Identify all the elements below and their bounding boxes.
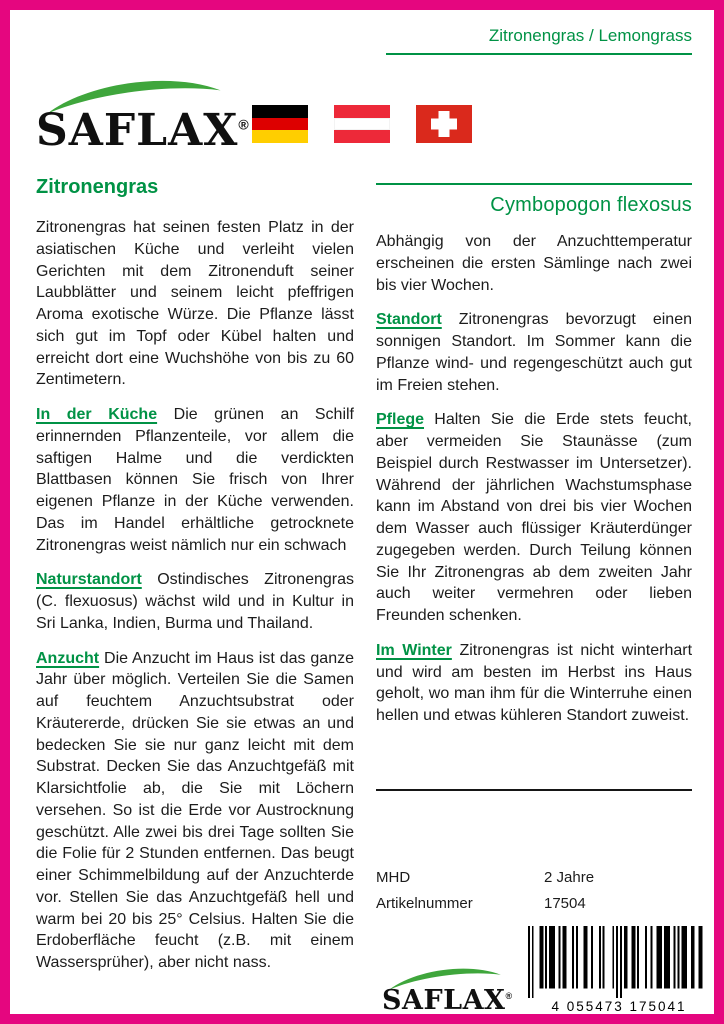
mhd-label: MHD bbox=[376, 868, 411, 886]
packet-content bbox=[10, 10, 714, 1014]
germany-flag-black-stripe bbox=[252, 105, 308, 118]
left-column-title: Zitronengras bbox=[36, 176, 159, 198]
section-text: Halten Sie die Erde stets feucht, aber vermeiden Sie Staunässe (zum Beispiel durch Restwasser im Untersetzer). Während der jährlichen Wachstumsphase kann im Abstand von drei bis vier Wochen dem Wasser auch flüssiger Kräuterdünger zugegeben werden. Durch Teilung können Sie Ihr Zitronengras ab dem zweiten Jahr auch weiter vermehren oder lieben Freunden schenken. bbox=[376, 411, 692, 624]
germany-flag-red-stripe bbox=[252, 118, 308, 131]
saflax-logo-small bbox=[382, 966, 513, 1016]
germination-paragraph: Abhängig von der Anzuchttemperatur erscheinen die ersten Sämlinge nach zwei bis vier Wochen. bbox=[376, 233, 692, 294]
product-title-bilingual: Zitronengras / Lemongrass bbox=[488, 26, 692, 45]
country-flags bbox=[252, 105, 472, 143]
austria-flag-white-stripe bbox=[334, 118, 390, 131]
section-text: Zitronengras ist nicht winterhart und wird am besten im Herbst ins Haus geholt, wo man ihm für die Winterruhe einen hellen und etwas kühleren Standort zuweist. bbox=[376, 641, 693, 724]
saflax-wordmark bbox=[382, 984, 513, 1016]
intro-paragraph: Zitronengras hat seinen festen Platz in der asiatischen Küche und verleiht vielen Gerichten mit dem Zitronenduft seiner Laubblätter und seinem leicht pfeffrigen Aroma exotische Würze. Die Pflanze lässt sich gut im Topf oder Kübel halten und erreicht dort eine Wuchshöhe von bis zu 60 Zentimetern. bbox=[36, 219, 354, 389]
latin-name-title: Cymbopogon flexosus bbox=[490, 194, 692, 216]
section-heading: Anzucht bbox=[36, 649, 100, 667]
ean-barcode bbox=[528, 926, 710, 1014]
registered-mark: ® bbox=[505, 990, 513, 1001]
germany-flag-icon bbox=[252, 105, 308, 143]
section-heading: Pflege bbox=[376, 411, 425, 429]
section-heading: Naturstandort bbox=[36, 571, 142, 589]
saflax-logo bbox=[36, 77, 250, 156]
germany-flag-gold-stripe bbox=[252, 130, 308, 143]
section-text: Zitronengras bevorzugt einen sonnigen Standort. Im Sommer kann die Pflanze wind- und regengeschützt auch gut im Freien stehen. bbox=[376, 311, 692, 394]
switzerland-flag-icon bbox=[416, 105, 472, 143]
brand-row bbox=[36, 57, 692, 156]
saflax-wordmark bbox=[36, 105, 250, 156]
austria-flag-icon bbox=[334, 105, 390, 143]
section-heading: Standort bbox=[376, 311, 442, 329]
section-text: Ostindisches Zitronengras (C. flexuosus) wächst wild und in Kultur in Sri Lanka, Indien, Burma und Thailand. bbox=[36, 571, 354, 632]
footer-divider bbox=[376, 789, 692, 791]
section-naturstandort bbox=[36, 569, 354, 634]
section-heading: In der Küche bbox=[36, 406, 158, 423]
registered-mark: ® bbox=[238, 116, 250, 133]
section-text: Die Anzucht im Haus ist das ganze Jahr über möglich. Verteilen Sie die Samen auf feuchtem Anzuchtsubstrat oder Kräutererde, drücken Sie sie etwas an und bedecken Sie sie nur ganz leicht mit dem Substrat. Decken Sie das Anzuchtgefäß mit Klarsichtfolie ab, die Sie mit Löchern versehen. So ist die Erde vor Austrocknung geschützt. Alle zwei bis drei Tage sollten Sie die Folie für 2 Stunden entfernen. Das beugt einer Schimmelbildung auf der Anzuchterde vor. Stellen Sie das Anzuchtgefäß hell und warm bei 20 bis 25° Celsius. Halten Sie die Erdoberfläche feucht (z.B. mit einem Wassersprüher), aber nicht nass. bbox=[36, 649, 354, 971]
austria-flag-red-stripe-bottom bbox=[334, 130, 390, 143]
section-heading: Im Winter bbox=[376, 641, 452, 659]
artikelnummer-row bbox=[376, 895, 692, 912]
artikelnummer-label: Artikelnummer bbox=[376, 894, 473, 912]
left-column bbox=[36, 169, 354, 1014]
header-divider bbox=[386, 53, 692, 55]
latin-name-divider bbox=[376, 183, 692, 185]
swiss-cross-horizontal bbox=[431, 119, 457, 130]
brand-name: SAFLAX bbox=[36, 105, 239, 156]
section-anzucht bbox=[36, 648, 354, 974]
austria-flag-red-stripe-top bbox=[334, 105, 390, 118]
barcode-bars-icon bbox=[528, 926, 710, 998]
two-column-text bbox=[36, 169, 692, 1014]
section-standort bbox=[376, 309, 692, 396]
footer-brand-barcode bbox=[376, 926, 692, 1014]
section-kueche bbox=[36, 404, 354, 556]
brand-name: SAFLAX bbox=[382, 984, 506, 1016]
artikelnummer-value: 17504 bbox=[544, 894, 586, 912]
mhd-row bbox=[376, 869, 692, 886]
section-pflege bbox=[376, 409, 692, 627]
right-column bbox=[376, 169, 692, 1014]
section-im-winter bbox=[376, 640, 692, 727]
barcode-digits: 4 055473 175041 bbox=[551, 998, 687, 1014]
mhd-value: 2 Jahre bbox=[544, 868, 595, 886]
section-text: Die grünen an Schilf erinnernden Pflanzenteile, vor allem die saftigen Halme und die verdickten Blattbasen können Sie frisch von Ihrer eigenen Pflanze in der Küche verwenden. Das im Handel erhältliche getrocknete Zitronengras weist nämlich nur ein schwach bbox=[36, 406, 355, 554]
